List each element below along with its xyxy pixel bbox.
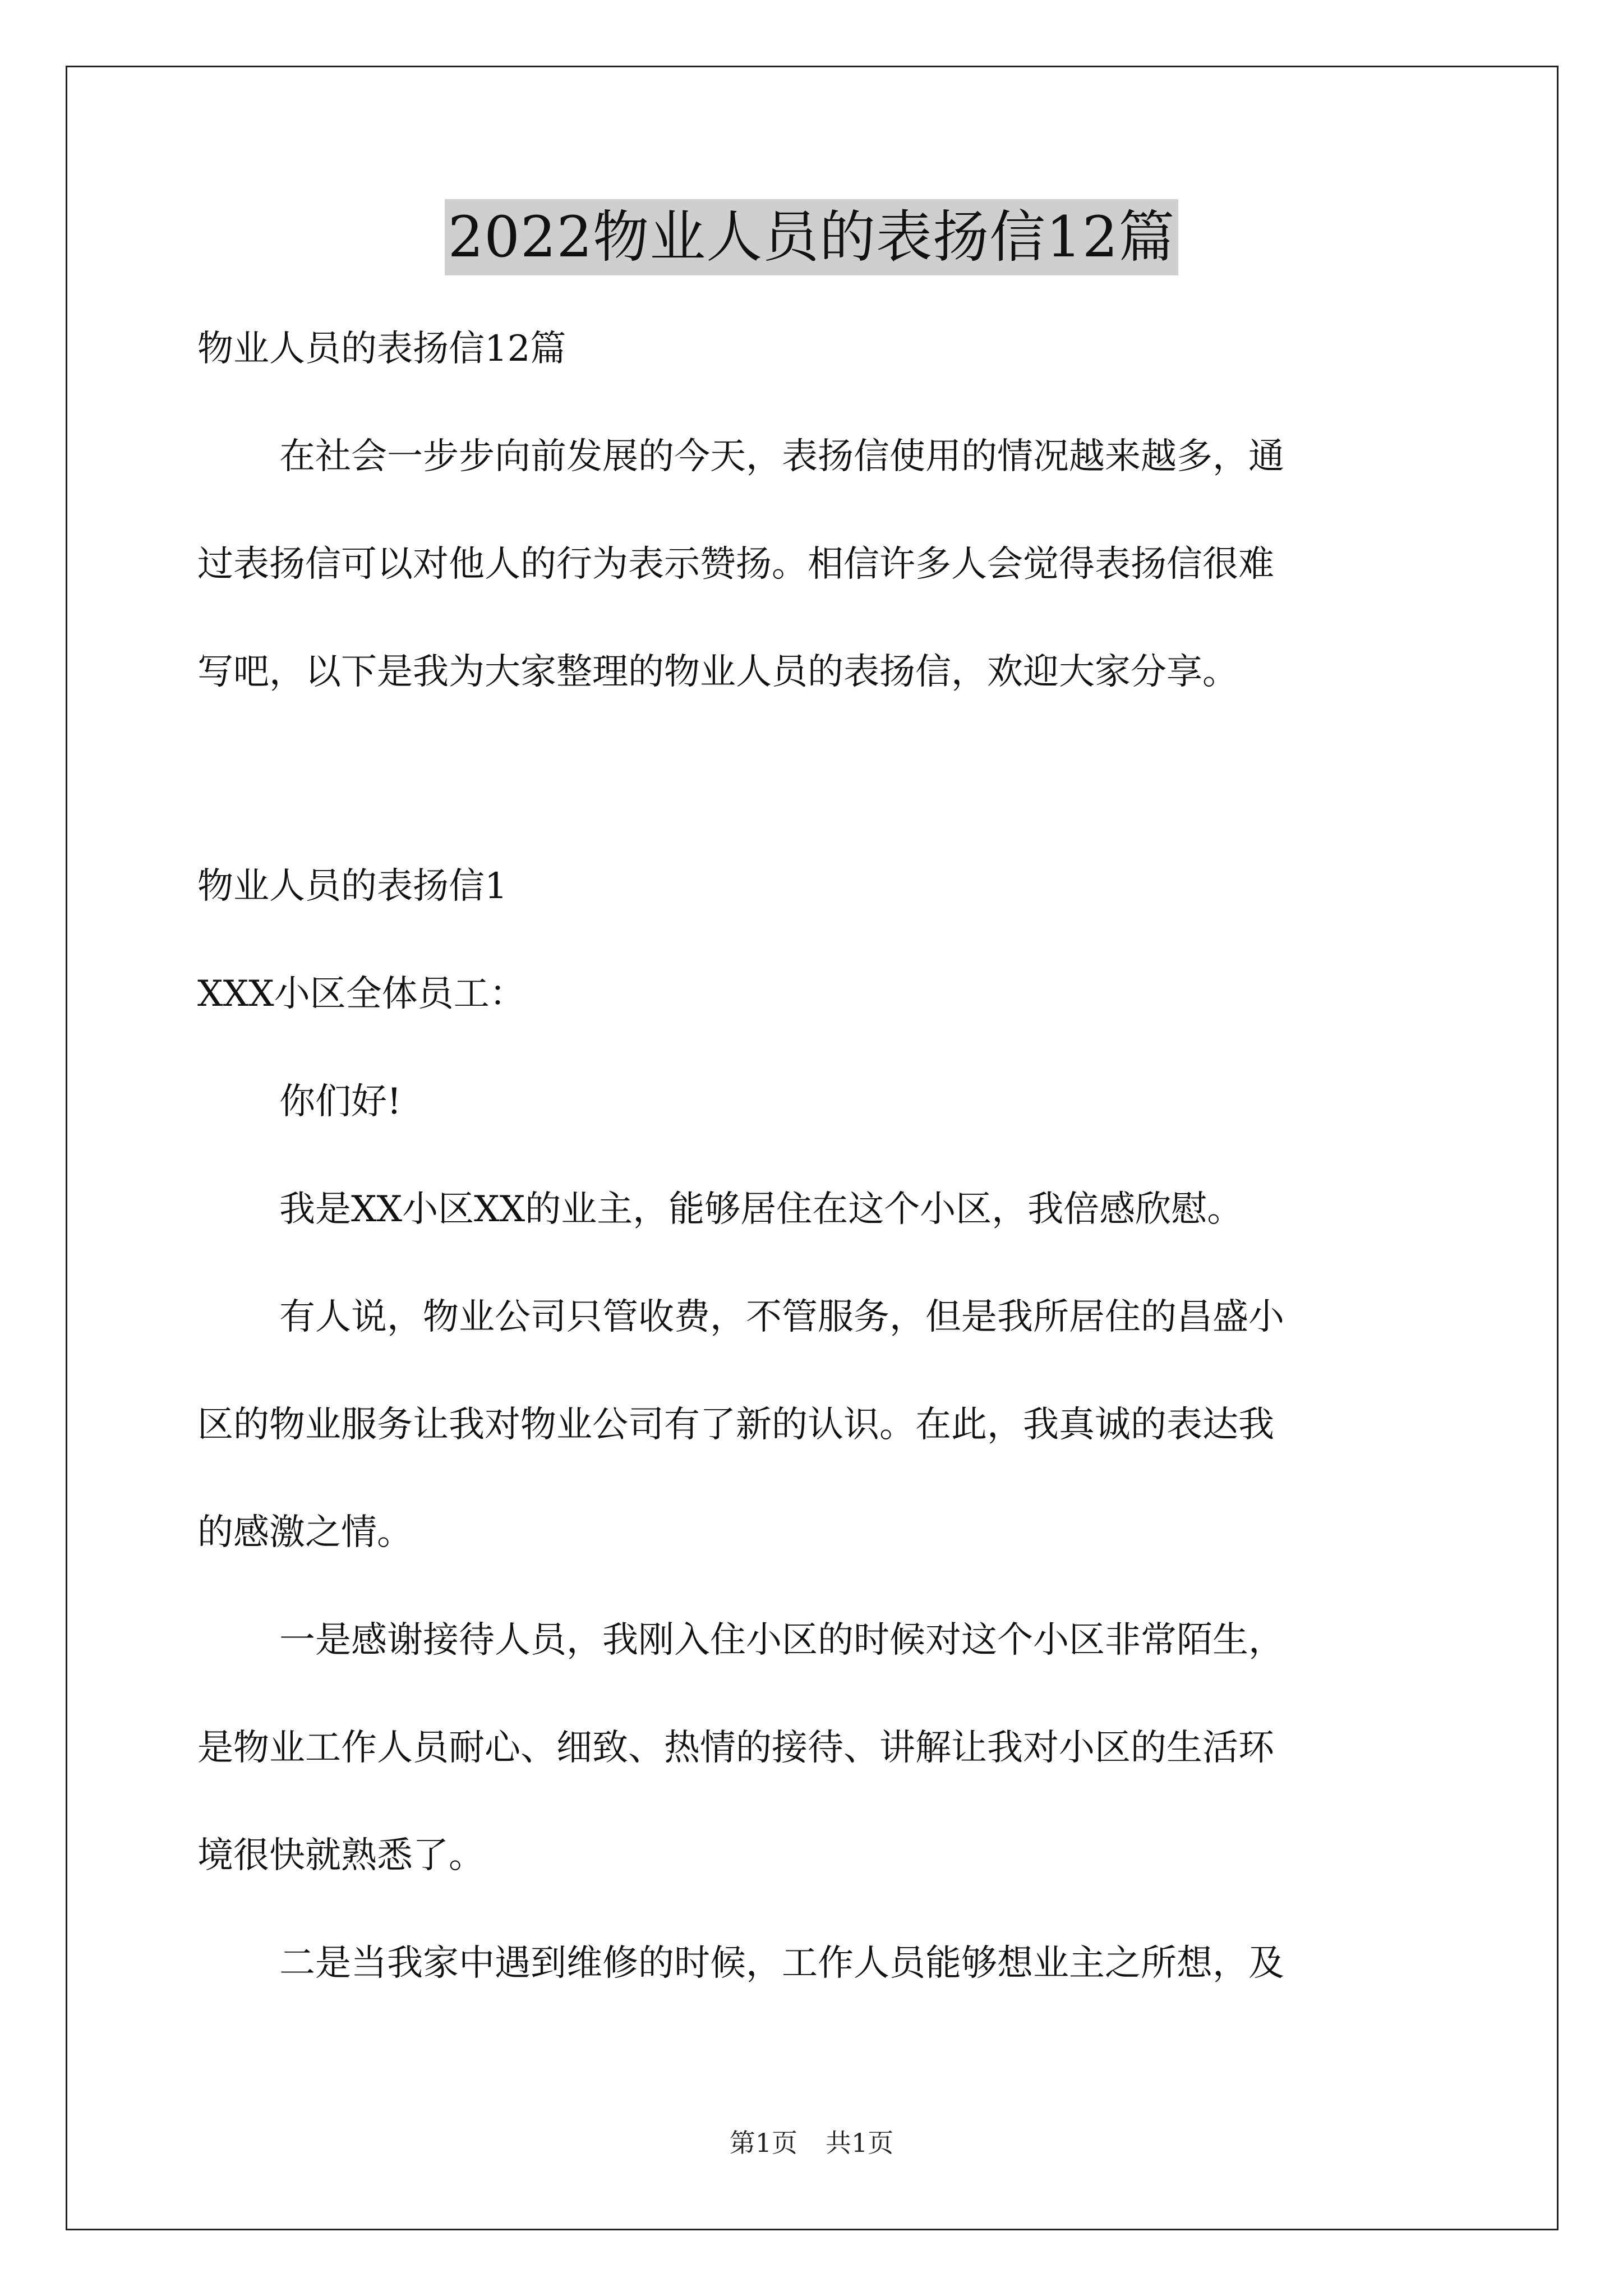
- paragraph-line: 二是当我家中遇到维修的时候，工作人员能够想业主之所想，及: [279, 1943, 1284, 1984]
- paragraph-line: 在社会一步步向前发展的今天，表扬信使用的情况越来越多，通: [279, 436, 1284, 477]
- paragraph-line: 是物业工作人员耐心、细致、热情的接待、讲解让我对小区的生活环: [197, 1727, 1274, 1769]
- paragraph-line: 境很快就熟悉了。: [197, 1835, 485, 1876]
- page-border: [66, 66, 1559, 2230]
- paragraph-line: 有人说，物业公司只管收费，不管服务，但是我所居住的昌盛小: [279, 1296, 1284, 1338]
- paragraph-line: 一是感谢接待人员，我刚入住小区的时候对这个小区非常陌生，: [279, 1619, 1284, 1661]
- paragraph-line: 我是XX小区XX的业主，能够居住在这个小区，我倍感欣慰。: [279, 1189, 1243, 1230]
- section-heading: 物业人员的表扬信1: [197, 866, 508, 907]
- page-total: 共1页: [826, 2128, 894, 2158]
- paragraph-line: 区的物业服务让我对物业公司有了新的认识。在此，我真诚的表达我: [197, 1404, 1274, 1446]
- title-wrapper: [0, 199, 1623, 275]
- paragraph-line: 过表扬信可以对他人的行为表示赞扬。相信许多人会觉得表扬信很难: [197, 544, 1274, 585]
- page-number: 第1页: [729, 2128, 797, 2158]
- document-title: 2022物业人员的表扬信12篇: [445, 199, 1179, 275]
- salutation-line: XXX小区全体员工：: [197, 973, 525, 1015]
- page-footer: [0, 2126, 1623, 2160]
- paragraph-line: 写吧，以下是我为大家整理的物业人员的表扬信，欢迎大家分享。: [197, 651, 1238, 693]
- paragraph-line: 的感激之情。: [197, 1512, 413, 1553]
- subtitle-line: 物业人员的表扬信12篇: [197, 328, 566, 370]
- greeting-line: 你们好!: [279, 1081, 402, 1122]
